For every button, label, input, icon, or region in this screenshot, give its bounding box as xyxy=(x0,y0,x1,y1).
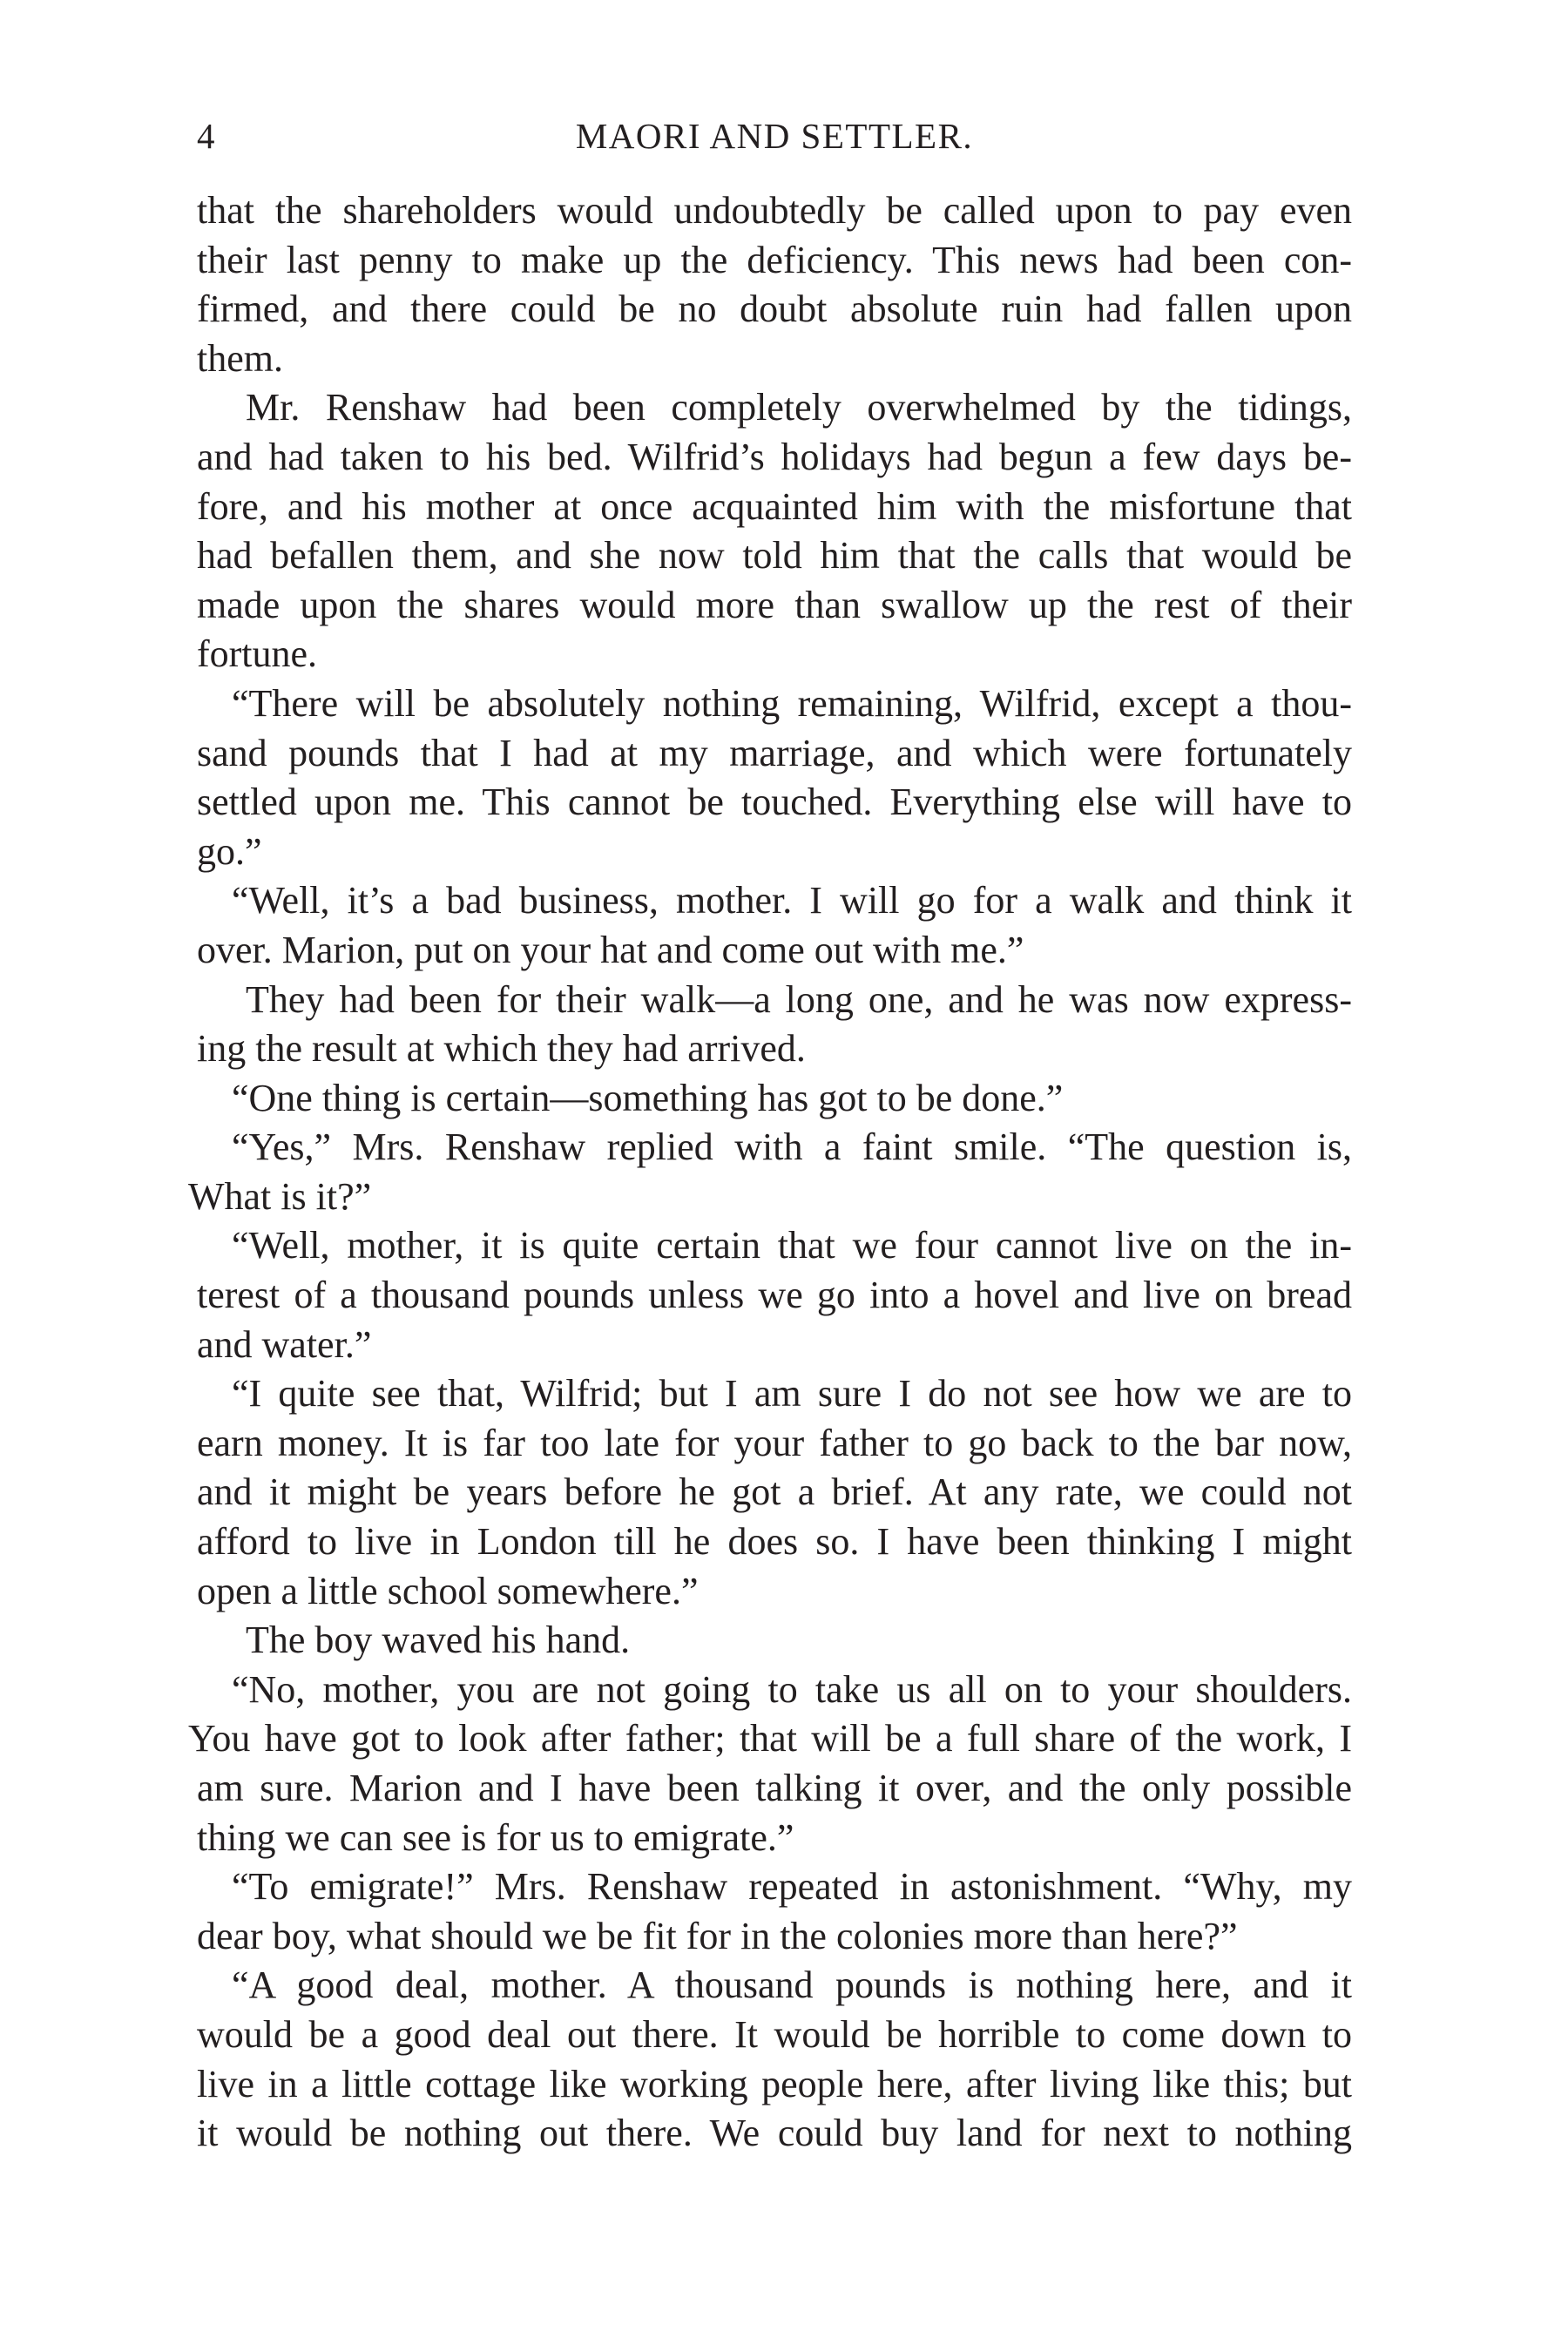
text-line: had befallen them, and she now told him that the calls that would be xyxy=(197,534,1352,578)
text-line: it would be nothing out there. We could buy land for next to nothing xyxy=(197,2112,1352,2155)
text-line: fore, and his mother at once acquainted him with the misfortune that xyxy=(197,484,1352,528)
text-line: ing the result at which they had arrived. xyxy=(197,1027,806,1071)
text-line: “There will be absolutely nothing remaining, Wilfrid, except a thou- xyxy=(232,681,1352,725)
text-line: Mr. Renshaw had been completely overwhelmed by the tidings, xyxy=(246,386,1352,429)
text-line: They had been for their walk—a long one, and he was now express- xyxy=(246,977,1352,1021)
text-line: would be a good deal out there. It would be horrible to come down to xyxy=(197,2012,1352,2056)
text-line: and it might be years before he got a brief. At any rate, we could not xyxy=(197,1470,1352,1514)
text-line: live in a little cottage like working people here, after living like this; but xyxy=(197,2062,1352,2105)
text-line: You have got to look after father; that will be a full share of the work, I xyxy=(188,1717,1352,1761)
text-line: their last penny to make up the deficiency. This news had been con- xyxy=(197,238,1352,281)
text-line: terest of a thousand pounds unless we go into a hovel and live on bread xyxy=(197,1274,1352,1317)
text-line: that the shareholders would undoubtedly be called upon to pay even xyxy=(197,189,1352,232)
text-line: open a little school somewhere.” xyxy=(197,1569,699,1612)
text-line: “Well, mother, it is quite certain that we four cannot live on the in- xyxy=(232,1224,1352,1267)
text-line: fortune. xyxy=(197,632,318,676)
text-line: settled upon me. This cannot be touched. Everything else will have to xyxy=(197,781,1352,824)
text-line: them. xyxy=(197,336,283,380)
text-line: dear boy, what should we be fit for in the colonies more than here?” xyxy=(197,1914,1238,1957)
running-title: MAORI AND SETTLER. xyxy=(575,116,974,156)
text-line: earn money. It is far too late for your father to go back to the bar now, xyxy=(197,1421,1352,1464)
text-line: and water.” xyxy=(197,1322,372,1366)
text-line: “I quite see that, Wilfrid; but I am sure I do not see how we are to xyxy=(232,1372,1352,1416)
text-line: and had taken to his bed. Wilfrid’s holidays had begun a few days be- xyxy=(197,435,1352,478)
text-line: thing we can see is for us to emigrate.” xyxy=(197,1815,794,1859)
text-line: The boy waved his hand. xyxy=(246,1619,631,1662)
running-head xyxy=(197,110,1352,162)
text-line: “One thing is certain—something has got to be done.” xyxy=(232,1076,1064,1119)
body-text xyxy=(188,186,1352,2159)
text-line: go.” xyxy=(197,829,262,873)
text-line: “Well, it’s a bad business, mother. I will go for a walk and think it xyxy=(232,879,1352,923)
text-line: over. Marion, put on your hat and come out with me.” xyxy=(197,928,1024,971)
text-line: “To emigrate!” Mrs. Renshaw repeated in astonishment. “Why, my xyxy=(232,1865,1352,1909)
text-line: “Yes,” Mrs. Renshaw replied with a faint smile. “The question is, xyxy=(232,1125,1352,1169)
text-line: What is it?” xyxy=(188,1174,372,1218)
text-line: made upon the shares would more than swallow up the rest of their xyxy=(197,583,1352,626)
text-line: firmed, and there could be no doubt absolute ruin had fallen upon xyxy=(197,287,1352,331)
page-number: 4 xyxy=(197,116,215,156)
text-line: “No, mother, you are not going to take us all on to your shoulders. xyxy=(232,1667,1352,1711)
text-line: “A good deal, mother. A thousand pounds is nothing here, and it xyxy=(232,1963,1352,2007)
text-line: afford to live in London till he does so. I have been thinking I might xyxy=(197,1520,1352,1564)
text-line: sand pounds that I had at my marriage, and which were fortunately xyxy=(197,731,1352,774)
text-line: am sure. Marion and I have been talking it over, and the only possible xyxy=(197,1767,1352,1809)
